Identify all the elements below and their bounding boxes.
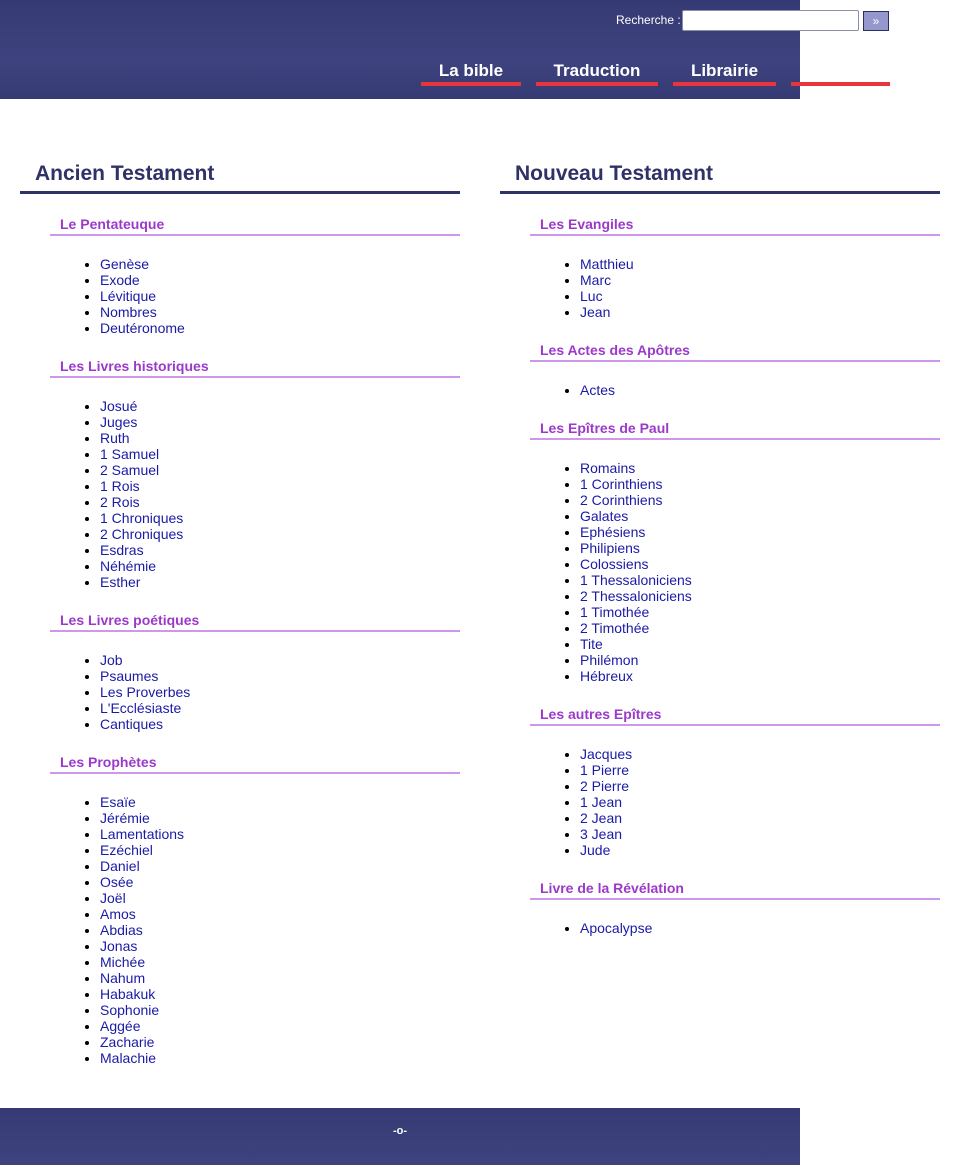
book-list-item — [100, 794, 460, 810]
book-link[interactable]: Osée — [100, 874, 134, 890]
book-list-item — [100, 256, 460, 272]
book-list-item — [100, 1034, 460, 1050]
book-link[interactable]: Ruth — [100, 430, 130, 446]
book-link[interactable]: Nahum — [100, 970, 146, 986]
book-list-item — [100, 462, 460, 478]
book-link[interactable]: 3 Jean — [580, 826, 623, 842]
book-list-item — [100, 446, 460, 462]
book-list-item — [580, 604, 940, 620]
book-link[interactable]: Exode — [100, 272, 140, 288]
book-list — [20, 652, 460, 732]
ancien-testament-sections — [20, 215, 460, 1066]
book-link[interactable]: 1 Thessaloniciens — [580, 572, 692, 588]
site-footer — [0, 1108, 800, 1165]
book-link[interactable]: L'Ecclésiaste — [100, 700, 182, 716]
footer-text: -o- — [392, 1125, 408, 1137]
book-list-item — [580, 826, 940, 842]
book-list-item — [100, 826, 460, 842]
book-link[interactable]: Jude — [580, 842, 611, 858]
book-list-item — [580, 746, 940, 762]
book-link[interactable]: Joël — [100, 890, 126, 906]
book-link[interactable]: 2 Samuel — [100, 462, 160, 478]
book-list-item — [580, 304, 940, 320]
book-link[interactable]: 2 Pierre — [580, 778, 630, 794]
book-list-item — [100, 320, 460, 336]
book-list-item — [580, 508, 940, 524]
book-list-item — [100, 288, 460, 304]
nouveau-testament-column — [500, 162, 940, 936]
book-link[interactable]: Galates — [580, 508, 629, 524]
book-list-item — [100, 558, 460, 574]
book-list-item — [100, 716, 460, 732]
book-link[interactable]: Zacharie — [100, 1034, 155, 1050]
book-list-item — [580, 524, 940, 540]
book-link[interactable]: Habakuk — [100, 986, 156, 1002]
book-link[interactable]: Lévitique — [100, 288, 157, 304]
book-list-item — [100, 938, 460, 954]
book-list-item — [580, 794, 940, 810]
book-list-item — [100, 272, 460, 288]
book-link[interactable]: Psaumes — [100, 668, 159, 684]
book-link[interactable]: Daniel — [100, 858, 140, 874]
section-title: Le Pentateuque — [50, 215, 460, 236]
book-list-item — [100, 1050, 460, 1066]
search-submit-button[interactable]: » — [863, 11, 889, 31]
book-list-item — [100, 574, 460, 590]
book-list-item — [580, 842, 940, 858]
book-list-item — [580, 288, 940, 304]
book-list-item — [100, 906, 460, 922]
book-link[interactable]: Job — [100, 652, 123, 668]
section-title: Les Livres poétiques — [50, 611, 460, 632]
book-link[interactable]: Esdras — [100, 542, 144, 558]
book-list-item — [100, 304, 460, 320]
book-link[interactable]: 1 Timothée — [580, 604, 650, 620]
book-list-item — [580, 636, 940, 652]
book-link[interactable]: Deutéronome — [100, 320, 185, 336]
book-list-item — [100, 700, 460, 716]
book-list-item — [580, 272, 940, 288]
book-link[interactable]: Hébreux — [580, 668, 633, 684]
book-list-item — [100, 526, 460, 542]
book-list-item — [100, 510, 460, 526]
book-link[interactable]: Malachie — [100, 1050, 157, 1066]
book-list-item — [580, 382, 940, 398]
book-link[interactable]: Esaïe — [100, 794, 136, 810]
book-list-item — [100, 858, 460, 874]
nav-la-bible[interactable]: La bible — [421, 60, 521, 86]
section-title: Les Epîtres de Paul — [530, 419, 940, 440]
book-list-item — [580, 556, 940, 572]
site-header — [0, 0, 880, 99]
book-list-item — [580, 668, 940, 684]
book-link[interactable]: 1 Jean — [580, 794, 623, 810]
book-list-item — [100, 874, 460, 890]
book-list — [20, 398, 460, 590]
nav-librairie[interactable]: Librairie — [673, 60, 776, 86]
book-list-item — [100, 954, 460, 970]
book-link[interactable]: Matthieu — [580, 256, 634, 272]
book-list-item — [100, 986, 460, 1002]
book-link[interactable]: Tite — [580, 636, 603, 652]
book-link[interactable]: Luc — [580, 288, 603, 304]
book-link[interactable]: Esther — [100, 574, 141, 590]
book-list-item — [580, 476, 940, 492]
book-list-item — [100, 430, 460, 446]
nouveau-testament-sections — [500, 215, 940, 936]
book-list-item — [100, 414, 460, 430]
book-link[interactable]: Genèse — [100, 256, 150, 272]
book-list — [500, 746, 940, 858]
section-title: Les Prophètes — [50, 753, 460, 774]
book-list-item — [580, 778, 940, 794]
book-list-item — [100, 970, 460, 986]
book-list-item — [100, 842, 460, 858]
book-list-item — [580, 620, 940, 636]
book-link[interactable]: 1 Corinthiens — [580, 476, 663, 492]
book-list-item — [100, 652, 460, 668]
book-list-item — [100, 922, 460, 938]
book-list — [20, 256, 460, 336]
search-input[interactable] — [682, 10, 859, 31]
book-list-item — [100, 684, 460, 700]
book-link[interactable]: 2 Thessaloniciens — [580, 588, 692, 604]
book-link[interactable]: Romains — [580, 460, 636, 476]
book-link[interactable]: 2 Rois — [100, 494, 140, 510]
book-list-item — [580, 572, 940, 588]
book-list-item — [100, 810, 460, 826]
nouveau-testament-title: Nouveau Testament — [500, 162, 940, 194]
book-link[interactable]: Nombres — [100, 304, 157, 320]
search-label: Recherche : — [616, 13, 681, 27]
book-link[interactable]: Philipiens — [580, 540, 640, 556]
book-list — [20, 794, 460, 1066]
book-link[interactable]: Apocalypse — [580, 920, 653, 936]
nav-empty-tab[interactable] — [791, 60, 890, 86]
book-link[interactable]: 1 Rois — [100, 478, 140, 494]
book-link[interactable]: Michée — [100, 954, 146, 970]
book-link[interactable]: Juges — [100, 414, 138, 430]
book-list-item — [100, 1002, 460, 1018]
ancien-testament-title: Ancien Testament — [20, 162, 460, 194]
search-bar — [600, 10, 900, 32]
book-list — [500, 256, 940, 320]
book-link[interactable]: Philémon — [580, 652, 639, 668]
book-link[interactable]: 2 Corinthiens — [580, 492, 663, 508]
book-list — [500, 920, 940, 936]
book-list-item — [580, 540, 940, 556]
book-link[interactable]: Amos — [100, 906, 136, 922]
book-link[interactable]: 1 Pierre — [580, 762, 630, 778]
book-list-item — [580, 810, 940, 826]
book-link[interactable]: 1 Chroniques — [100, 510, 184, 526]
book-link[interactable]: Ezéchiel — [100, 842, 153, 858]
book-link[interactable]: Néhémie — [100, 558, 157, 574]
book-list — [500, 460, 940, 684]
book-link[interactable]: Sophonie — [100, 1002, 160, 1018]
book-link[interactable]: Jacques — [580, 746, 633, 762]
section-title: Les Evangiles — [530, 215, 940, 236]
book-list-item — [580, 920, 940, 936]
book-list-item — [580, 256, 940, 272]
book-link[interactable]: Aggée — [100, 1018, 141, 1034]
book-list-item — [100, 494, 460, 510]
book-list-item — [580, 588, 940, 604]
book-link[interactable]: Jonas — [100, 938, 138, 954]
book-list-item — [100, 1018, 460, 1034]
book-link[interactable]: Colossiens — [580, 556, 649, 572]
book-link[interactable]: Cantiques — [100, 716, 164, 732]
book-link[interactable]: 1 Samuel — [100, 446, 160, 462]
book-link[interactable]: Lamentations — [100, 826, 185, 842]
nav-traduction[interactable]: Traduction — [536, 60, 658, 86]
book-link[interactable]: Ephésiens — [580, 524, 646, 540]
book-list — [500, 382, 940, 398]
book-list-item — [580, 460, 940, 476]
book-link[interactable]: Abdias — [100, 922, 143, 938]
section-title: Les Livres historiques — [50, 357, 460, 378]
book-list-item — [100, 542, 460, 558]
book-link[interactable]: 2 Chroniques — [100, 526, 184, 542]
book-list-item — [100, 890, 460, 906]
book-list-item — [100, 478, 460, 494]
book-link[interactable]: Actes — [580, 382, 616, 398]
book-list-item — [100, 668, 460, 684]
book-link[interactable]: Josué — [100, 398, 138, 414]
ancien-testament-column — [20, 162, 460, 1066]
section-title: Les Actes des Apôtres — [530, 341, 940, 362]
book-link[interactable]: Jérémie — [100, 810, 150, 826]
book-list-item — [100, 398, 460, 414]
book-list-item — [580, 652, 940, 668]
section-title: Livre de la Révélation — [530, 879, 940, 900]
book-list-item — [580, 762, 940, 778]
book-link[interactable]: Marc — [580, 272, 612, 288]
book-link[interactable]: 2 Timothée — [580, 620, 650, 636]
book-link[interactable]: 2 Jean — [580, 810, 623, 826]
book-link[interactable]: Les Proverbes — [100, 684, 191, 700]
book-link[interactable]: Jean — [580, 304, 611, 320]
section-title: Les autres Epîtres — [530, 705, 940, 726]
book-list-item — [580, 492, 940, 508]
